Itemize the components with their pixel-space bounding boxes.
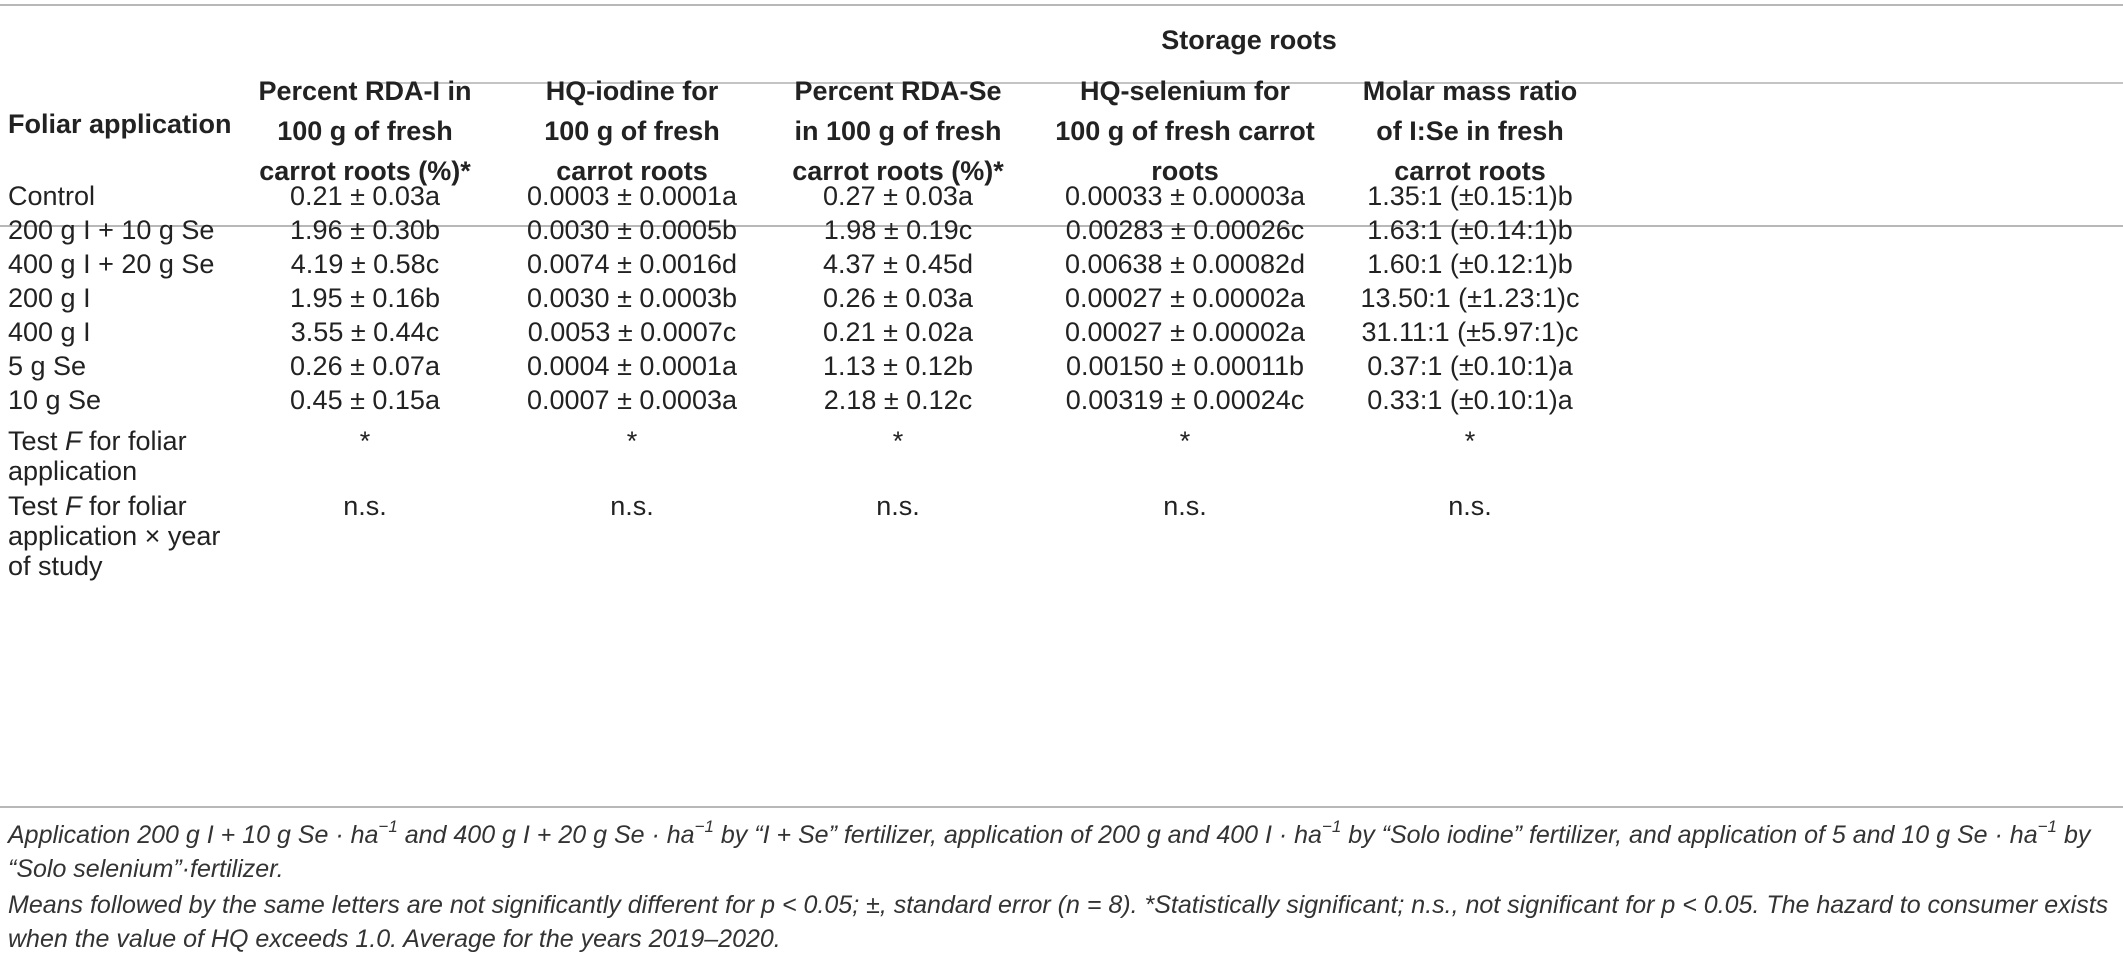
table-cell: 0.26 ± 0.07a — [290, 351, 440, 381]
column-header-line: carrot roots — [1394, 156, 1546, 186]
table-cell: 1.13 ± 0.12b — [823, 351, 973, 381]
table-cell: 0.0004 ± 0.0001a — [526, 351, 737, 381]
column-header-line: carrot roots (%)* — [792, 156, 1004, 186]
column-header-line: carrot roots — [556, 156, 708, 186]
column-header-line: of I:Se in fresh — [1376, 116, 1564, 146]
table-cell: 0.00027 ± 0.00002a — [1064, 317, 1306, 347]
table-cell: 0.33:1 (±0.10:1)a — [1367, 385, 1573, 415]
table-cell: * — [626, 426, 638, 456]
table-cell: 1.98 ± 0.19c — [823, 215, 973, 245]
column-header-line: Percent RDA-I in — [258, 76, 472, 106]
table-cell: 1.63:1 (±0.14:1)b — [1367, 215, 1573, 245]
table-cell: 0.0074 ± 0.0016d — [526, 249, 737, 279]
column-header-line: 100 g of fresh — [277, 116, 453, 146]
table-cell: 0.00638 ± 0.00082d — [1064, 249, 1306, 279]
row-label-line: 10 g Se — [8, 385, 102, 415]
table-cell: 0.00033 ± 0.00003a — [1064, 181, 1306, 211]
row-label-line: application × year — [8, 521, 221, 551]
table-bottom-rule — [0, 806, 2123, 808]
table-cell: 0.26 ± 0.03a — [823, 283, 973, 313]
column-header-line: in 100 g of fresh — [794, 116, 1002, 146]
table-cell: 0.00283 ± 0.00026c — [1065, 215, 1305, 245]
table-cell: 0.27 ± 0.03a — [823, 181, 973, 211]
footnote-statistics: Means followed by the same letters are not significantly different for p < 0.05; ±, standard error (n = 8). *Statistically significant; n.s., not significant for p < 0.05. The hazard to consumer exists when the value of HQ exceeds 1.0. Average for the years 2019–2020. — [8, 891, 2109, 953]
table-cell: 3.55 ± 0.44c — [290, 317, 440, 347]
table-cell: 13.50:1 (±1.23:1)c — [1360, 283, 1580, 313]
column-header-2 — [482, 71, 782, 191]
table-cell: * — [359, 426, 371, 456]
footnote-application: Application 200 g I + 10 g $Se \cdot ha^{-1}$ and 400 g I + 20 g $Se \cdot ha^{-1}$ by “I + Se” fertilizer, application of 200 g and 400 $I \cdot ha^{-1}$ by “Solo iodine” fertilizer, and application of 5 and 10 g $Se \cdot ha^{-1}$ by “Solo selenium”·fertilizer. — [8, 816, 2091, 883]
table-cell: 0.0007 ± 0.0003a — [526, 385, 737, 415]
table-cell: 0.00027 ± 0.00002a — [1064, 283, 1306, 313]
column-header-line: roots — [1151, 156, 1219, 186]
table-cell: 0.0053 ± 0.0007c — [527, 317, 737, 347]
table-cell: 0.0030 ± 0.0003b — [526, 283, 737, 313]
table-cell: n.s. — [343, 491, 387, 521]
column-header-line: HQ-selenium for — [1079, 76, 1291, 106]
table-cell: n.s. — [1448, 491, 1492, 521]
row-label-line: 200 g I + 10 g Se — [8, 215, 215, 245]
table-cell: 1.96 ± 0.30b — [290, 215, 440, 245]
table-cell: 0.00319 ± 0.00024c — [1065, 385, 1305, 415]
table-cell: 1.95 ± 0.16b — [290, 283, 440, 313]
column-header-line: HQ-iodine for — [545, 76, 719, 106]
column-header-line: carrot roots (%)* — [259, 156, 471, 186]
column-header-line: 100 g of fresh — [544, 116, 720, 146]
column-header-5 — [1320, 71, 1620, 191]
row-label-line: 200 g I — [8, 283, 91, 313]
table-cell: 4.19 ± 0.58c — [290, 249, 440, 279]
column-header-4 — [1020, 71, 1350, 191]
table-cell: * — [1464, 426, 1476, 456]
table-cell: n.s. — [1163, 491, 1207, 521]
row-header: Foliar application — [8, 109, 232, 139]
table-cell: 4.37 ± 0.45d — [823, 249, 973, 279]
table-cell: 0.37:1 (±0.10:1)a — [1367, 351, 1573, 381]
row-label-line: Test F for foliar — [8, 491, 187, 521]
table-cell: 1.60:1 (±0.12:1)b — [1367, 249, 1573, 279]
group-header: Storage roots — [1161, 25, 1337, 55]
table-cell: 2.18 ± 0.12c — [823, 385, 973, 415]
row-label-line: of study — [8, 551, 103, 581]
table-cell: 1.35:1 (±0.15:1)b — [1367, 181, 1573, 211]
row-label-line: 5 g Se — [8, 351, 87, 381]
table-cell: n.s. — [610, 491, 654, 521]
table-top-rule — [0, 4, 2123, 6]
table-cell: 0.0030 ± 0.0005b — [526, 215, 737, 245]
column-header-line: Percent RDA-Se — [794, 76, 1002, 106]
table-cell: 0.0003 ± 0.0001a — [526, 181, 737, 211]
row-label-line: 400 g I — [8, 317, 91, 347]
row-label-line: Control — [8, 181, 96, 211]
column-header-line: 100 g of fresh carrot — [1055, 116, 1315, 146]
table-cell: 0.45 ± 0.15a — [290, 385, 440, 415]
table-cell: 0.21 ± 0.02a — [823, 317, 973, 347]
table-cell: 0.21 ± 0.03a — [290, 181, 440, 211]
table-cell: n.s. — [876, 491, 920, 521]
table-cell: 31.11:1 (±5.97:1)c — [1361, 317, 1579, 347]
table-cell: * — [1179, 426, 1191, 456]
column-header-line: Molar mass ratio — [1362, 76, 1578, 106]
table-cell: * — [892, 426, 904, 456]
row-label-line: application — [8, 456, 138, 486]
column-header-3 — [748, 71, 1048, 191]
row-label-line: 400 g I + 20 g Se — [8, 249, 215, 279]
column-header-1 — [215, 71, 515, 191]
table-cell: 0.00150 ± 0.00011b — [1065, 351, 1305, 381]
row-label-line: Test F for foliar — [8, 426, 187, 456]
